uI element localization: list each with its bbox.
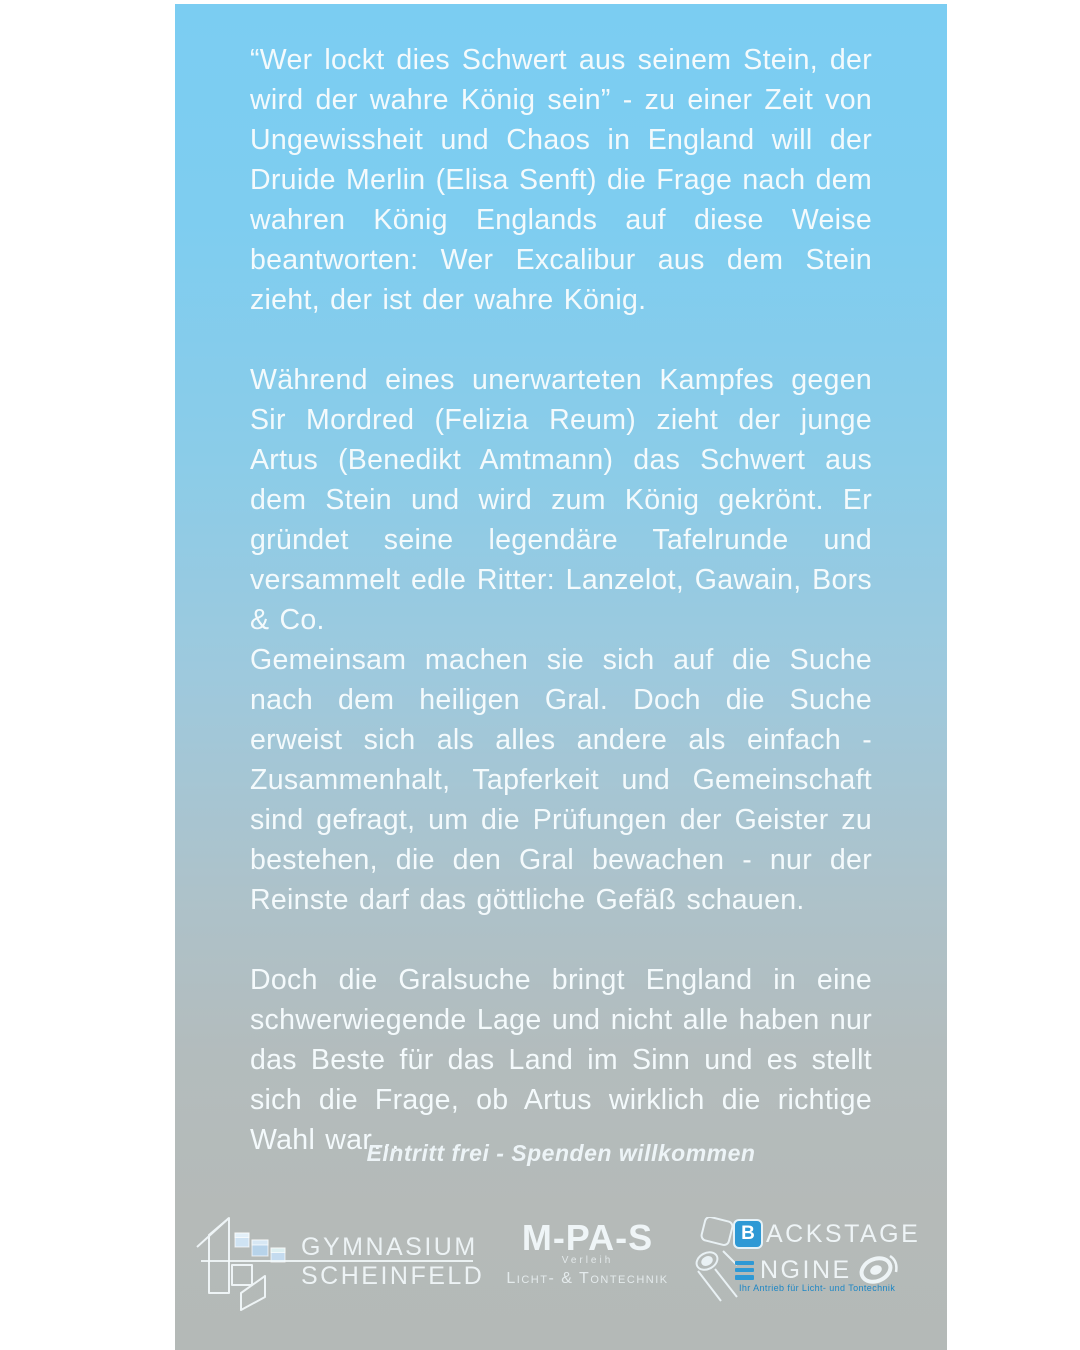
backstage-name-line2: NGINE — [760, 1255, 852, 1284]
admission-note: Eintritt frei - Spenden willkommen — [366, 1140, 756, 1166]
gymnasium-name-line1: GYMNASIUM — [301, 1233, 478, 1261]
engine-e-icon — [735, 1261, 754, 1280]
synopsis-paragraph-3: Gemeinsam machen sie sich auf die Suche nach dem heiligen Gral. Doch die Suche erweist sich als alles andere als einfach - Zusammenhalt, Tapferkeit und Gemeinschaft sind gefragt, um die Prüfungen der Geister zu bestehen, die den Gral bewachen - nur der Reinste darf das göttliche Gefäß schauen. — [250, 644, 872, 916]
synopsis-paragraph-4: Doch die Gralsuche bringt England in eine schwerwiegende Lage und nicht alle haben nur das Beste für das Land im Sinn und es stellt sich die Frage, ob Artus wirklich die richtige Wahl war… — [250, 964, 872, 1156]
backstage-tagline: Ihr Antrieb für Licht- und Tontechnik — [739, 1283, 896, 1293]
synopsis-paragraph-2: Während eines unerwarteten Kampfes gegen Sir Mordred (Felizia Reum) zieht der junge Artus (Benedikt Amtmann) das Schwert aus dem Stein und wird zum König gekrönt. Er gründet seine legendäre Tafelrunde und versammelt edle Ritter: Lanzelot, Gawain, Bors & Co. — [250, 364, 872, 636]
backstage-engine-logo — [693, 1211, 947, 1321]
mpas-tagline: Licht- & Tontechnik — [506, 1270, 669, 1287]
mpas-logo — [505, 1217, 670, 1288]
mpas-subtitle: Verleih — [561, 1255, 614, 1266]
backstage-b-icon: B — [733, 1219, 763, 1249]
mpas-name: M-PA-S — [521, 1217, 654, 1258]
backstage-name-line1: ACKSTAGE — [766, 1219, 921, 1248]
gymnasium-name-line2: SCHEINFELD — [301, 1262, 485, 1290]
sponsor-logo-row — [175, 1209, 947, 1329]
synopsis-text — [250, 40, 872, 1160]
poster-background — [175, 4, 947, 1350]
gymnasium-scheinfeld-logo — [195, 1209, 490, 1309]
synopsis-paragraph-1: “Wer lockt dies Schwert aus seinem Stein, der wird der wahre König sein” - zu einer Zeit von Ungewissheit und Chaos in England will der Druide Merlin (Elisa Senft) die Frage nach dem wahren König Englands auf diese Weise beantworten: Wer Excalibur aus dem Stein zieht, der ist der wahre König. — [250, 44, 872, 316]
